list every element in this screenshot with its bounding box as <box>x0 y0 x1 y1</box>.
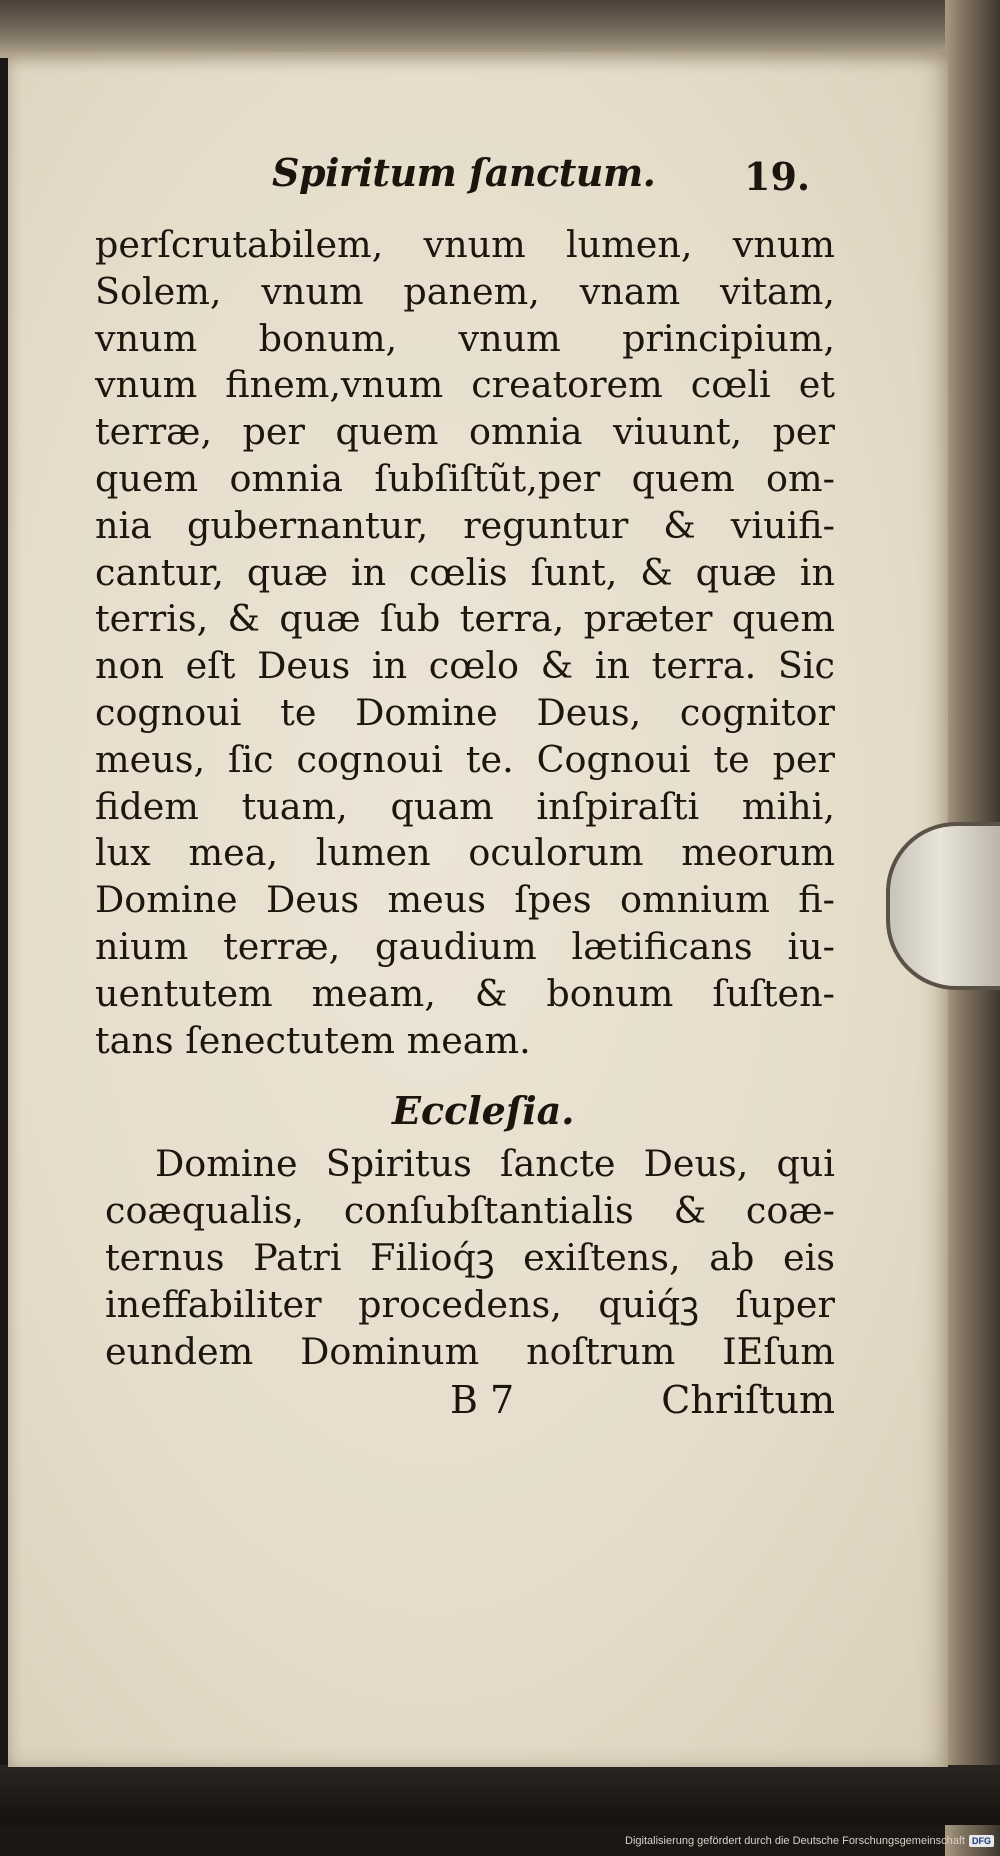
text-line: Domine Spiritus ſancte Deus, qui <box>155 1142 835 1185</box>
text-line: Solem, vnum panem, vnam vitam, <box>95 269 835 313</box>
book-top-edge <box>0 0 1000 58</box>
text-line: cognoui te Domine Deus, cognitor <box>95 690 835 734</box>
text-line: lux mea, lumen oculorum meorum <box>95 831 835 875</box>
text-line: non eſt Deus in cœlo & in terra. Sic <box>95 644 835 688</box>
dfg-logo-icon: DFG <box>969 1835 994 1847</box>
text-line: terræ, per quem omnia viuunt, per <box>95 410 835 454</box>
main-text-block <box>95 222 835 1064</box>
text-line: tans ſenectutem meam. <box>95 1018 531 1062</box>
section-heading: Eccleſia. <box>392 1088 575 1133</box>
running-head: Spiritum ſanctum. <box>272 150 656 195</box>
digitization-credit <box>625 1835 994 1847</box>
signature-mark: B 7 <box>450 1378 515 1422</box>
text-line: ternus Patri Filioq́ꝫ exiſtens, ab eis <box>105 1236 835 1279</box>
page-header <box>110 150 830 210</box>
text-line: eundem Dominum noſtrum IEſum <box>105 1330 835 1373</box>
text-line: nia gubernantur, reguntur & viuifi- <box>95 503 835 547</box>
text-line: nium terræ, gaudium lætificans iu- <box>95 924 835 968</box>
text-line: quem omnia ſubſiſtũt,per quem om- <box>95 456 835 500</box>
text-line: fidem tuam, quam inſpiraſti mihi, <box>95 784 835 828</box>
catchword: Chriſtum <box>661 1378 835 1422</box>
page-footer <box>450 1378 835 1428</box>
text-line: Domine Deus meus ſpes omnium fi- <box>95 878 835 922</box>
text-line: cantur, quæ in cœlis ſunt, & quæ in <box>95 550 835 594</box>
text-line: terris, & quæ ſub terra, præter quem <box>95 597 835 641</box>
text-line: vnum bonum, vnum principium, <box>95 316 835 360</box>
scan-bottom-background <box>0 1765 1000 1825</box>
text-line: uentutem meam, & bonum ſuſten- <box>95 971 835 1015</box>
text-line: ineffabiliter procedens, quiq́ꝫ ſuper <box>105 1283 835 1326</box>
credit-text: Digitalisierung gefördert durch die Deutsche Forschungsgemeinschaft <box>625 1835 965 1847</box>
section-text-block <box>105 1140 835 1375</box>
page-number: 19. <box>744 154 811 199</box>
text-line: vnum finem,vnum creatorem cœli et <box>95 363 835 407</box>
text-line: perſcrutabilem, vnum lumen, vnum <box>95 223 835 266</box>
text-line: meus, ſic cognoui te. Cognoui te per <box>95 737 835 781</box>
page-holder-clip <box>886 822 1000 990</box>
text-line: coæqualis, conſubſtantialis & coæ- <box>105 1189 835 1232</box>
